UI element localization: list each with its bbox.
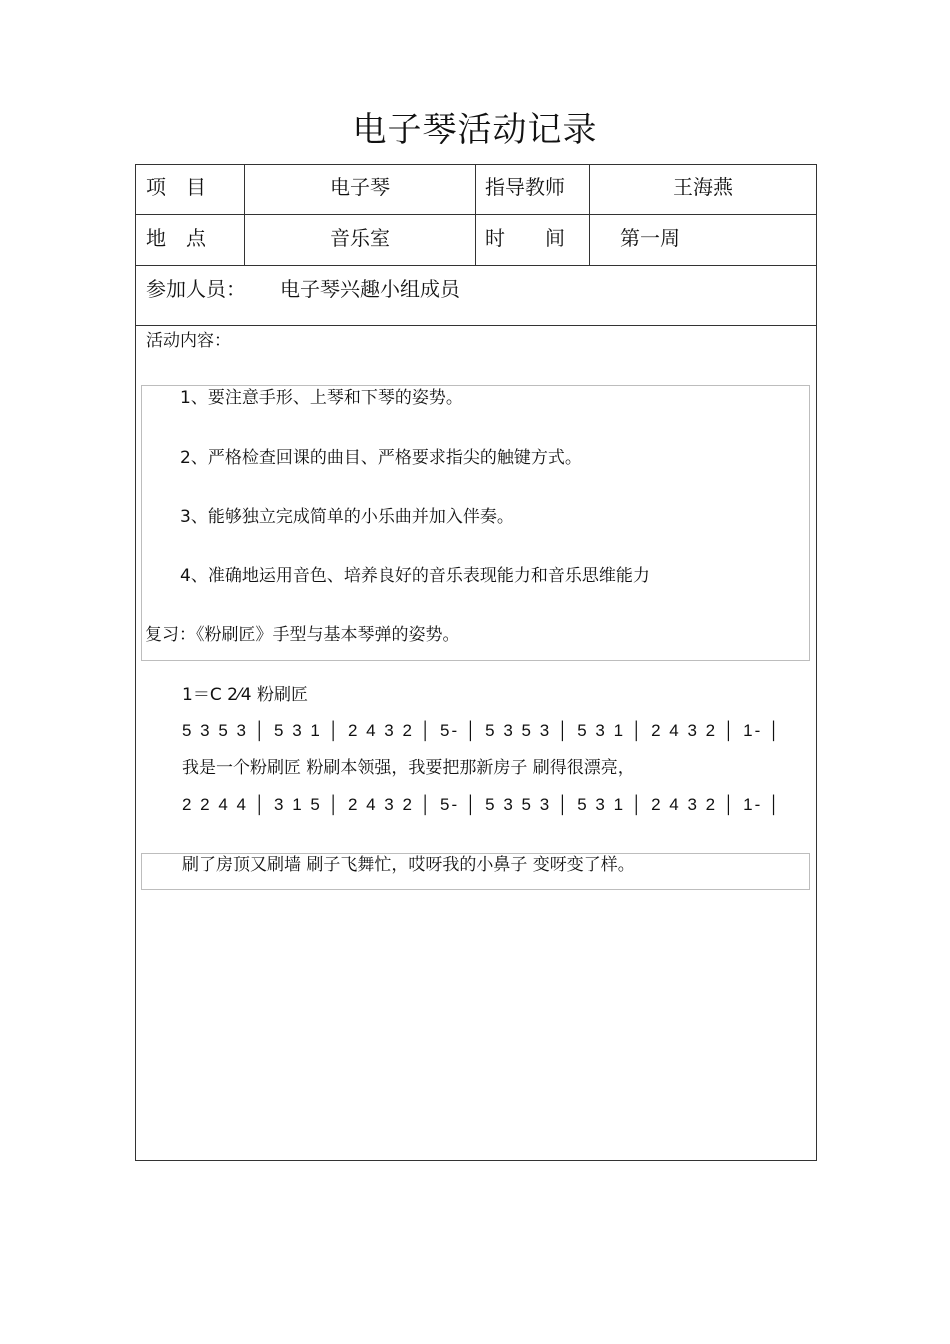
content-item: 2、严格检查回课的曲目、严格要求指尖的触键方式。 [180,448,582,468]
song-key: 1＝C 2⁄4 粉刷匠 [182,685,308,705]
content-item: 4、准确地运用音色、培养良好的音乐表现能力和音乐思维能力 [180,566,650,586]
time-label: 时 间 [485,226,565,250]
time-value: 第一周 [620,226,680,250]
record-table [135,164,817,1161]
teacher-label: 指导教师 [485,175,565,199]
row-divider [135,325,817,326]
participants-value: 电子琴兴趣小组成员 [280,277,460,301]
song-notes-line: 5 3 5 3 │ 5 3 1 │ 2 4 3 2 │ 5- │ 5 3 5 3 │ 5 3 1 │ 2 4 3 2 │ 1- │ [182,721,782,740]
participants-label: 参加人员： [146,277,246,301]
song-lyrics-line: 刷了房顶又刷墙 刷子飞舞忙，哎呀我的小鼻子 变呀变了样。 [182,855,635,875]
content-label: 活动内容： [146,331,231,351]
row-divider [135,214,817,215]
column-divider [475,164,476,265]
page-title: 电子琴活动记录 [352,110,598,150]
review-line: 复习：《粉刷匠》手型与基本琴弹的姿势。 [145,625,460,645]
content-item: 1、要注意手形、上琴和下琴的姿势。 [180,388,463,408]
place-label: 地 点 [146,226,206,250]
song-notes-line: 2 2 4 4 │ 3 1 5 │ 2 4 3 2 │ 5- │ 5 3 5 3 │ 5 3 1 │ 2 4 3 2 │ 1- │ [182,795,782,814]
content-item: 3、能够独立完成简单的小乐曲并加入伴奏。 [180,507,514,527]
project-label: 项 目 [146,175,206,199]
teacher-value: 王海燕 [673,175,733,199]
row-divider [135,265,817,266]
song-lyrics-line: 我是一个粉刷匠 粉刷本领强，我要把那新房子 刷得很漂亮， [182,758,635,778]
project-value: 电子琴 [330,175,390,199]
place-value: 音乐室 [330,226,390,250]
